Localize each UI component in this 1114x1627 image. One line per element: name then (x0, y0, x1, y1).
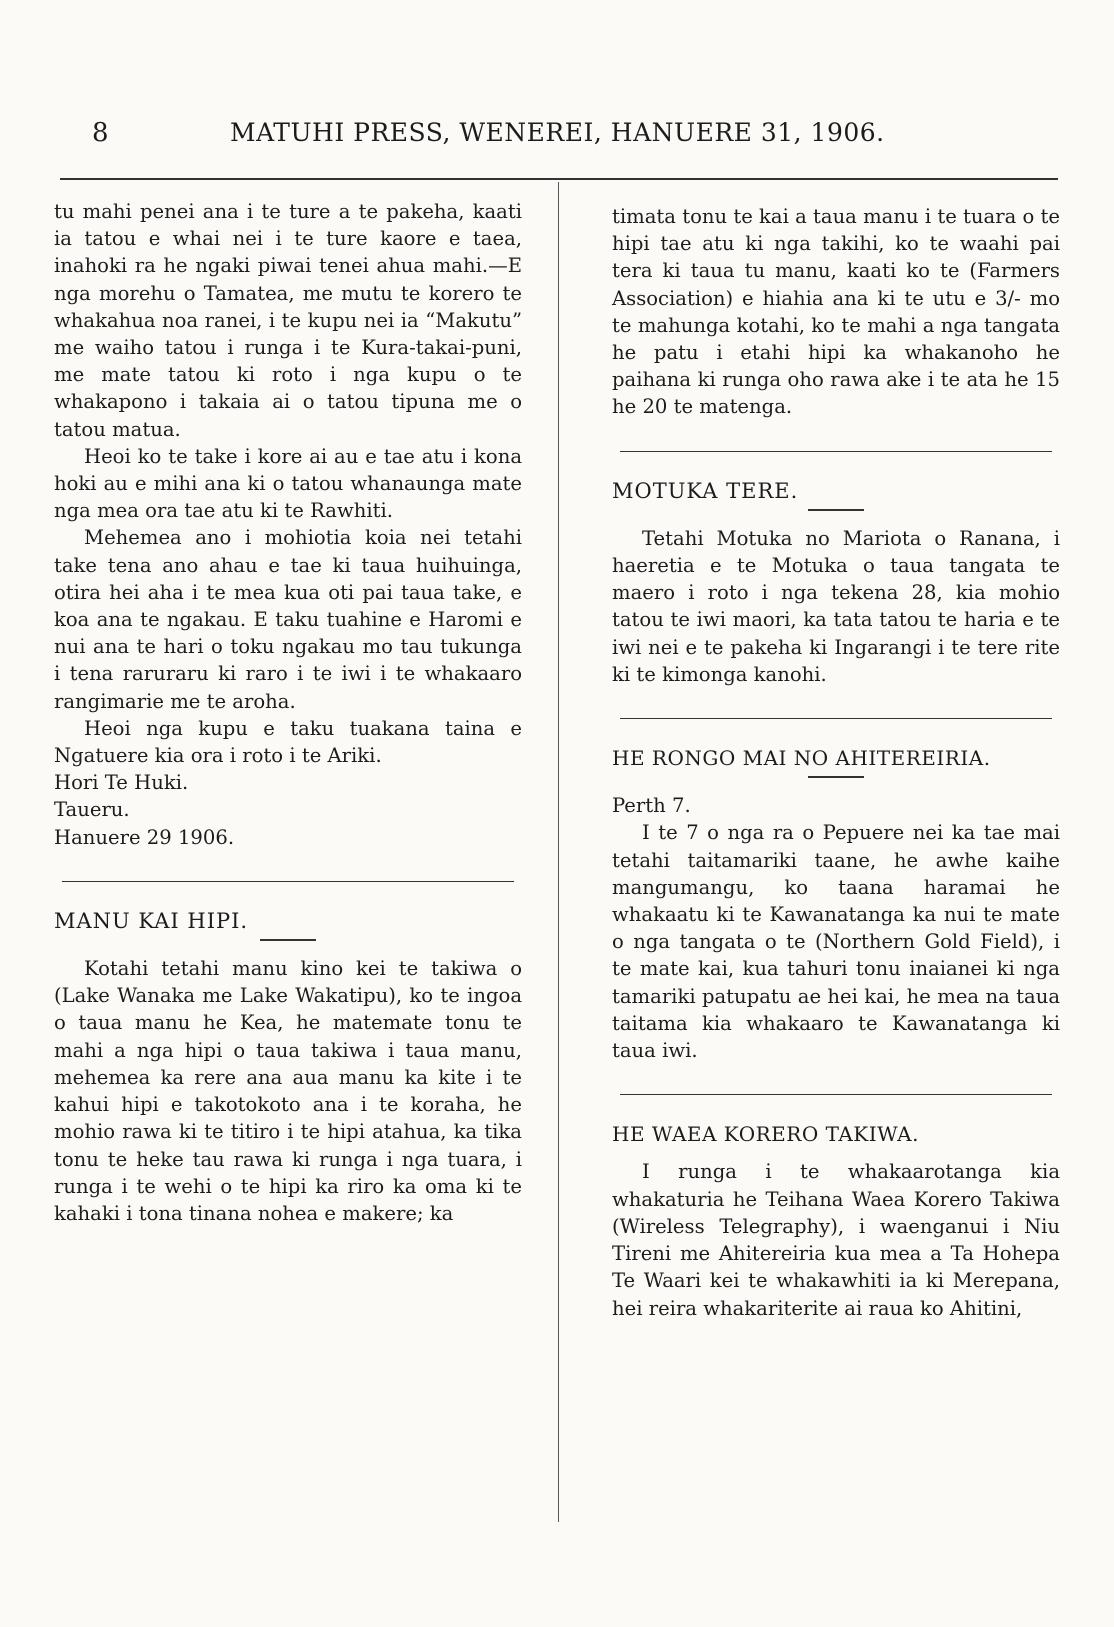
section-rule (620, 718, 1052, 719)
letter-paragraph: Heoi nga kupu e taku tuakana taina e Ngatuere kia ora i roto i te Ariki. (54, 716, 522, 768)
article-body-manu-kai-hipi: Kotahi tetahi manu kino kei te takiwa o (Lake Wanaka me Lake Wakatipu), ko te ingoa o taua manu he Kea, he matemate tonu te mahi a nga hipi o taua takiwa i taua manu, mehemea ka rere ana aua manu ka kite i te kahui hipi e takotokoto ana i te koraha, he mohio rawa ki te titiro i te hipi atahua, ka tika tonu te heke tau rawa ki runga i nga tuara, i runga i te wehi o te hipi ka riro ka oma ki te kahaki i tona tinana nohea e makere; ka (54, 957, 522, 1225)
article-title-rongo-mai: HE RONGO MAI NO AHITEREIRIA. (612, 746, 991, 771)
article-title-motuka-tere: MOTUKA TERE. (612, 478, 799, 503)
signature-place: Taueru. (54, 798, 130, 822)
article-title-manu-kai-hipi: MANU KAI HIPI. (54, 908, 249, 933)
letter-paragraph: tu mahi penei ana i te ture a te pakeha, kaati ia tatou e whai nei i te ture kaore e taea, inahoki ra he ngaki piwai tenei ahua mahi.—E nga morehu o Tamatea, me mutu te korero te whakahua noa ranei, i te kupu nei ia “Makutu” me waiho tatou i runga i te Kura-takai-puni, me mate tatou ki roto i nga kupu o te whakapono i takaia ai o tatou tipuna me o tatou matua. (54, 200, 522, 441)
column-divider (558, 182, 559, 1522)
signature-name: Hori Te Huki. (54, 771, 189, 795)
masthead: MATUHI PRESS, WENEREI, HANUERE 31, 1906. (230, 118, 885, 147)
signature-date: Hanuere 29 1906. (54, 825, 235, 849)
title-rule (808, 509, 864, 511)
letter-paragraph: Mehemea ano i mohiotia koia nei tetahi take tena ano ahau e tae ki taua huihuinga, otira hei aha i te mea kua oti pai taua take, e koa ana te ngakau. E taku tuahine e Haromi e nui ana te hari o toku ngakau mo tau tukunga i tena raruraru ki raro i te iwi i te whakaaro rangimarie me te aroha. (54, 526, 522, 713)
article-title-waea-korero: HE WAEA KORERO TAKIWA. (612, 1122, 919, 1147)
left-column (54, 198, 522, 1227)
page-number: 8 (92, 118, 109, 148)
article-body-waea-korero: I runga i te whakaarotanga kia whakaturia he Teihana Waea Korero Takiwa (Wireless Telegraphy), i waenganui i Niu Tireni me Ahitereiria kua mea a Ta Hohepa Te Waari kei te whakawhiti ia ki Merepana, hei reira whakariterite ai raua ko Ahitini, (612, 1160, 1060, 1320)
section-rule (620, 451, 1052, 452)
title-rule (808, 776, 864, 778)
header-rule (60, 178, 1058, 180)
article-body-motuka-tere: Tetahi Motuka no Mariota o Ranana, i haeretia e te Motuka o taua tangata te maero i roto i nga tekena 28, kia mohio tatou te iwi maori, ka tata tatou te haria e te iwi nei e te pakeha ki Ingarangi i te tere rite ki te kimonga kanohi. (612, 526, 1060, 686)
section-rule (62, 881, 514, 882)
article-body-rongo-mai: I te 7 o nga ra o Pepuere nei ka tae mai tetahi taitamariki taane, he awhe kaihe mangumangu, ko taana haramai he whakaatu ki te Kawanatanga ka nui te mate o nga tangata o te (Northern Gold Field), i te mate kai, kua tahuri tonu inaianei ki nga tamariki patupatu ae hei kai, he mea na taua taitama kia whakaaro te Kawanatanga ki taua iwi. (612, 821, 1060, 1063)
page-header (0, 118, 1114, 158)
title-rule (260, 939, 316, 941)
dateline: Perth 7. (612, 794, 691, 818)
letter-paragraph: Heoi ko te take i kore ai au e tae atu i kona hoki au e mihi ana ki o tatou whanaunga mate nga mea ora tae atu ki te Rawhiti. (54, 444, 522, 523)
article-continuation: timata tonu te kai a taua manu i te tuara o te hipi tae atu ki nga takihi, ko te waahi pai tera ki taua tu manu, kaati ko te (Farmers Association) e hiahia ana ki te utu e 3/- mo te mahunga kotahi, ko te mahi a nga tangata he patu i etahi hipi ka whakanoho he paihana ki runga oho rawa ake i te ata he 15 he 20 te matenga. (612, 205, 1060, 419)
right-column (612, 203, 1060, 1322)
section-rule (620, 1094, 1052, 1095)
